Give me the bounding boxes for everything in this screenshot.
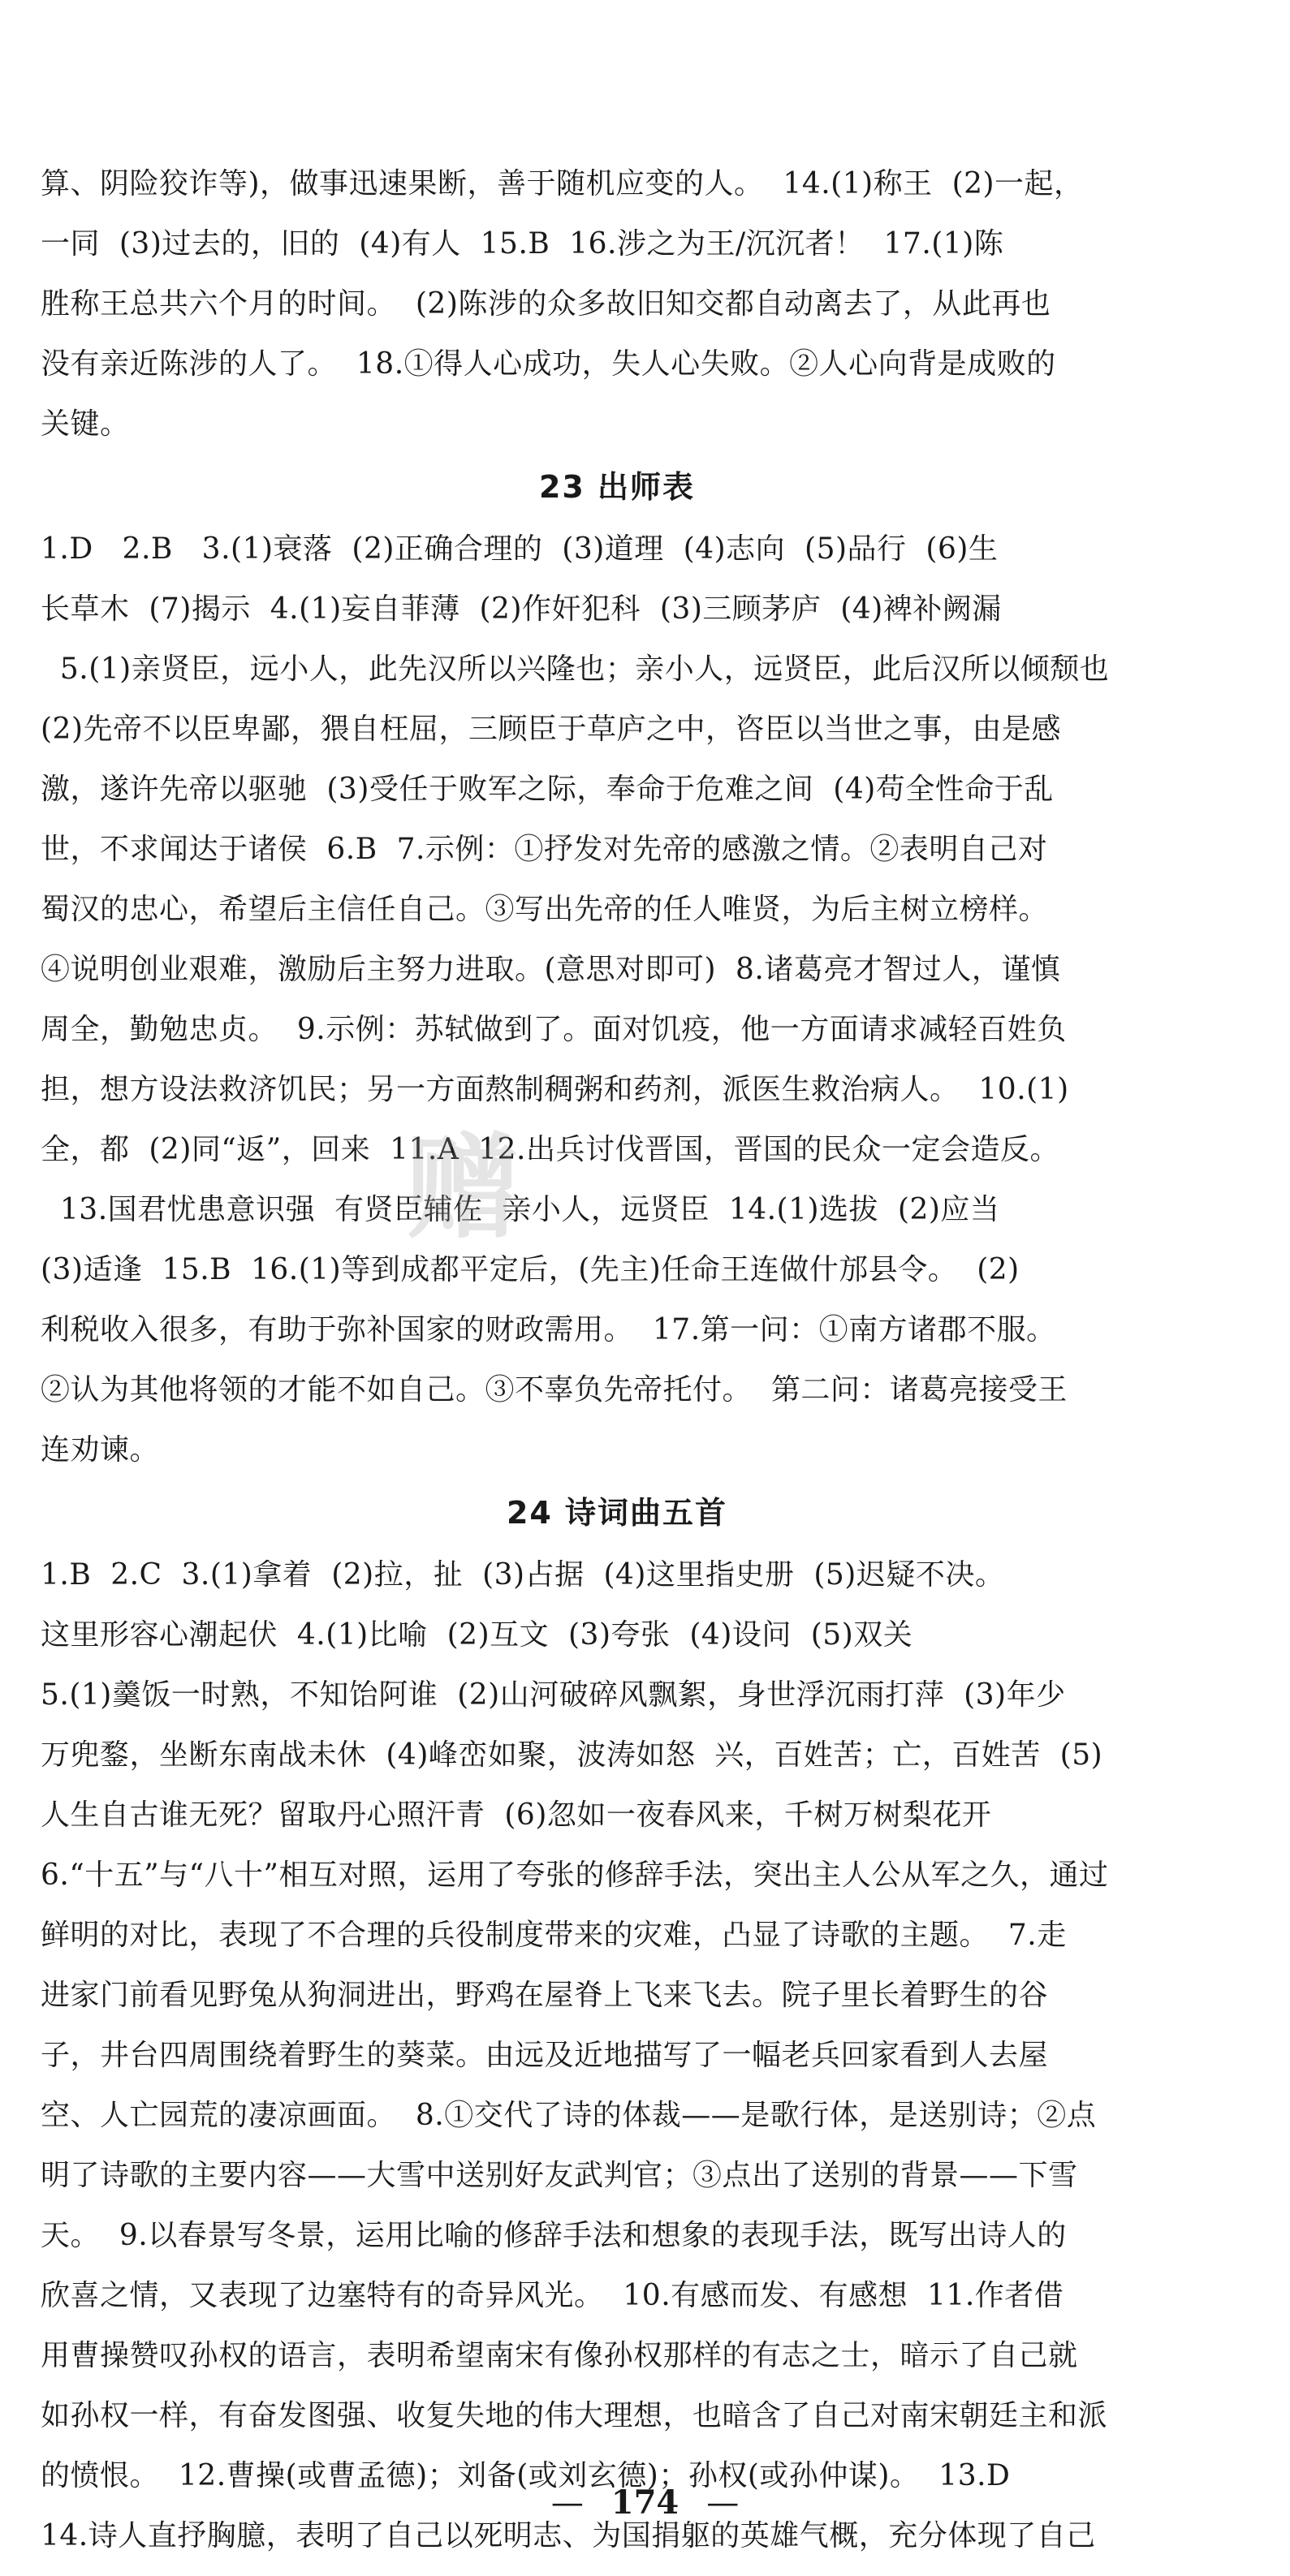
text-line: 胜称王总共六个月的时间。 (2)陈涉的众多故旧知交都自动离去了，从此再也 xyxy=(41,287,1051,321)
text-line: 担，想方设法救济饥民；另一方面熬制稠粥和药剂，派医生救治病人。 10.(1) xyxy=(41,1073,1069,1106)
text-line: 连劝谏。 xyxy=(41,1433,160,1467)
watermark-stamp: 赠 xyxy=(405,1122,520,1255)
text-line: 用曹操赞叹孙权的语言，表明希望南宋有像孙权那样的有志之士，暗示了自己就 xyxy=(41,2339,1078,2372)
section-24-answers xyxy=(41,1545,1258,2566)
text-line: 利税收入很多，有助于弥补国家的财政需用。 17.第一问：①南方诸郡不服。 xyxy=(41,1313,1056,1346)
text-line: ④说明创业艰难，激励后主努力进取。(意思对即可) 8.诸葛亮才智过人，谨慎 xyxy=(41,953,1061,986)
text-line: 空、人亡园荒的凄凉画面。 8.①交代了诗的体裁——是歌行体，是送别诗；②点 xyxy=(41,2099,1097,2132)
text-line: 1.D 2.B 3.(1)衰落 (2)正确合理的 (3)道理 (4)志向 (5)品行 (6)生 xyxy=(41,532,999,566)
page-number-dash-right: — xyxy=(706,2484,740,2522)
text-line: 算、阴险狡诈等)，做事迅速果断，善于随机应变的人。 14.(1)称王 (2)一起， xyxy=(41,167,1084,200)
text-line: 激，遂许先帝以驱驰 (3)受任于败军之际，奉命于危难之间 (4)苟全性命于乱 xyxy=(41,773,1054,806)
text-line: 进家门前看见野兔从狗洞进出，野鸡在屋脊上飞来飞去。院子里长着野生的谷 xyxy=(41,1979,1049,2012)
text-line: ②认为其他将领的才能不如自己。③不辜负先帝托付。 第二问：诸葛亮接受王 xyxy=(41,1373,1068,1406)
text-line: 关键。 xyxy=(41,407,130,441)
page-number-value: 174 xyxy=(610,2483,680,2522)
text-line: 明了诗歌的主要内容——大雪中送别好友武判官；③点出了送别的背景——下雪 xyxy=(41,2159,1078,2192)
text-line: 如孙权一样，有奋发图强、收复失地的伟大理想，也暗含了自己对南宋朝廷主和派 xyxy=(41,2399,1108,2432)
text-line: 蜀汉的忠心，希望后主信任自己。③写出先帝的任人唯贤，为后主树立榜样。 xyxy=(41,893,1049,926)
text-line: 万兜鍪，坐断东南战未休 (4)峰峦如聚，波涛如怒 兴，百姓苦；亡，百姓苦 (5) xyxy=(41,1738,1103,1772)
text-line: 鲜明的对比，表现了不合理的兵役制度带来的灾难，凸显了诗歌的主题。 7.走 xyxy=(41,1919,1067,1952)
document-body xyxy=(41,154,1258,2566)
text-line: 长草木 (7)揭示 4.(1)妄自菲薄 (2)作奸犯科 (3)三顾茅庐 (4)裨补阙漏 xyxy=(41,592,1002,626)
text-line: 5.(1)羹饭一时熟，不知饴阿谁 (2)山河破碎风飘絮，身世浮沉雨打萍 (3)年少 xyxy=(41,1678,1066,1712)
text-line: 1.B 2.C 3.(1)拿着 (2)拉，扯 (3)占据 (4)这里指史册 (5)迟疑不决。 xyxy=(41,1558,1005,1592)
text-line: 欣喜之情，又表现了边塞特有的奇异风光。 10.有感而发、有感想 11.作者借 xyxy=(41,2279,1064,2312)
text-line: 人生自古谁无死？留取丹心照汗青 (6)忽如一夜春风来，千树万树梨花开 xyxy=(41,1798,992,1832)
text-line: (3)适逢 15.B 16.(1)等到成都平定后，(先主)任命王连做什邡县令。 (2) xyxy=(41,1253,1020,1286)
text-line: 这里形容心潮起伏 4.(1)比喻 (2)互文 (3)夸张 (4)设问 (5)双关 xyxy=(41,1618,913,1652)
text-line: 14.诗人直抒胸臆，表明了自己以死明志、为国捐躯的英雄气概，充分体现了自己 xyxy=(41,2519,1096,2552)
text-line: 一同 (3)过去的，旧的 (4)有人 15.B 16.涉之为王/沉沉者！ 17.(1)陈 xyxy=(41,227,1004,261)
text-line: 全，都 (2)同“返”，回来 11.A 12.出兵讨伐晋国，晋国的民众一定会造反。 xyxy=(41,1133,1059,1166)
text-line: 天。 9.以春景写冬景，运用比喻的修辞手法和想象的表现手法，既写出诗人的 xyxy=(41,2219,1067,2252)
text-line: 没有亲近陈涉的人了。 18.①得人心成功，失人心失败。②人心向背是成败的 xyxy=(41,347,1056,381)
text-line: 的愤恨。 12.曹操(或曹孟德)；刘备(或刘玄德)；孙权(或孙仲谋)。 13.D xyxy=(41,2459,1011,2492)
text-line: 13.国君忧患意识强 有贤臣辅佐 亲小人，远贤臣 14.(1)选拔 (2)应当 xyxy=(41,1193,1000,1226)
section-24-heading: 24 诗词曲五首 xyxy=(506,1495,728,1531)
section-23-answers xyxy=(41,519,1258,1480)
text-line: 周全，勤勉忠贞。 9.示例：苏轼做到了。面对饥疫，他一方面请求减轻百姓负 xyxy=(41,1013,1067,1046)
text-line: (2)先帝不以臣卑鄙，猥自枉屈，三顾臣于草庐之中，咨臣以当世之事，由是感 xyxy=(41,713,1061,746)
text-line: 5.(1)亲贤臣，远小人，此先汉所以兴隆也；亲小人，远贤臣，此后汉所以倾颓也 xyxy=(41,653,1110,686)
page-number xyxy=(0,2483,1290,2522)
continued-answers xyxy=(41,154,1258,454)
text-line: 6.“十五”与“八十”相互对照，运用了夸张的修辞手法，突出主人公从军之久，通过 xyxy=(41,1859,1109,1892)
section-23-heading: 23 出师表 xyxy=(538,469,696,505)
text-line: 世，不求闻达于诸侯 6.B 7.示例：①抒发对先帝的感激之情。②表明自己对 xyxy=(41,833,1048,866)
page-number-dash-left: — xyxy=(550,2484,584,2522)
text-line: 子，井台四周围绕着野生的葵菜。由远及近地描写了一幅老兵回家看到人去屋 xyxy=(41,2039,1049,2072)
